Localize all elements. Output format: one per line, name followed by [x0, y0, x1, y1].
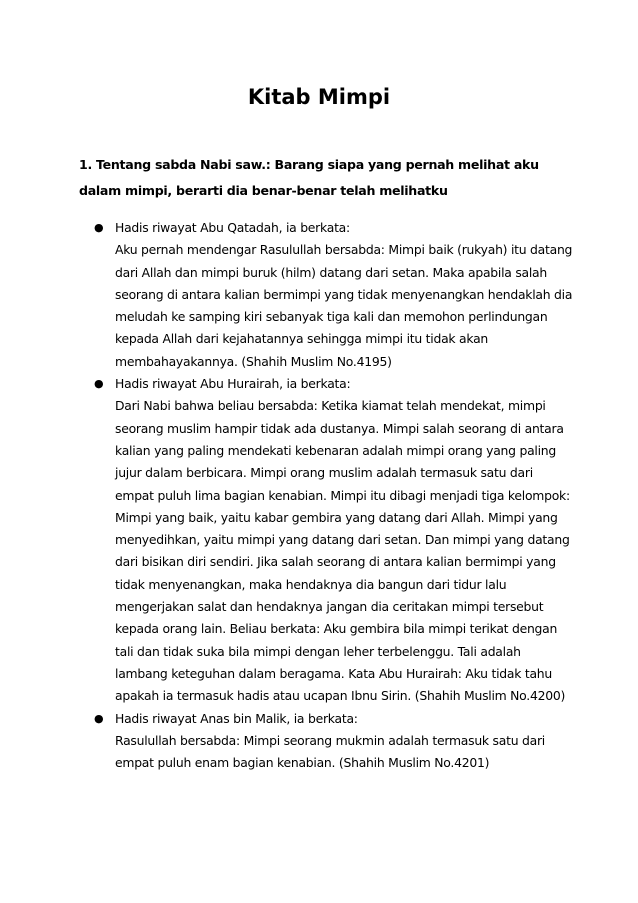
hadith-text: Dari Nabi bahwa beliau bersabda: Ketika kiamat telah mendekat, mimpi seorang muslim hampir tidak ada dustanya. Mimpi salah seorang di antara kalian yang paling mendekati kebenaran adalah mimpi orang yang paling jujur dalam berbicara. Mimpi orang muslim adalah termasuk satu dari empat puluh lima bagian kenabian. Mimpi itu dibagi menjadi tiga kelompok: Mimpi yang baik, yaitu kabar gembira yang datang dari Allah. Mimpi yang menyedihkan, yaitu mimpi yang datang dari setan. Dan mimpi yang datang dari bisikan diri sendiri. Jika salah seorang di antara kalian bermimpi yang tidak menyenangkan, maka hendaknya dia bangun dari tidur lalu mengerjakan salat dan hendaknya jangan dia ceritakan mimpi tersebut kepada orang lain. Beliau berkata: Aku gembira bila mimpi terikat dengan tali dan tidak suka bila mimpi dengan leher terbelenggu. Tali adalah lambang keteguhan dalam beragama. Kata Abu Hurairah: Aku tidak tahu apakah ia termasuk hadis atau ucapan Ibnu Sirin. (Shahih Muslim No.4200) — [115, 398, 570, 704]
document-title: Kitab Mimpi — [247, 85, 391, 109]
hadith-list — [0, 217, 638, 774]
hadith-intro: Hadis riwayat Abu Hurairah, ia berkata: — [115, 376, 351, 392]
section-heading: 1. Tentang sabda Nabi saw.: Barang siapa yang pernah melihat aku dalam mimpi, berarti dia benar-benar telah melihatku — [79, 157, 539, 198]
hadith-text: Rasulullah bersabda: Mimpi seorang mukmin adalah termasuk satu dari empat puluh enam bagian kenabian. (Shahih Muslim No.4201) — [115, 732, 545, 771]
hadith-intro: Hadis riwayat Anas bin Malik, ia berkata: — [115, 710, 358, 726]
bullet-icon: ● — [94, 221, 104, 234]
list-item — [0, 708, 575, 775]
bullet-icon: ● — [94, 377, 104, 391]
list-item — [0, 217, 575, 373]
hadith-intro: Hadis riwayat Abu Qatadah, ia berkata: — [115, 220, 350, 235]
hadith-text: Aku pernah mendengar Rasulullah bersabda: Mimpi baik (rukyah) itu datang dari Allah dan mimpi buruk (hilm) datang dari setan. Maka apabila salah seorang di antara kalian bermimpi yang tidak menyenangkan hendaklah dia meludah ke samping kiri sebanyak tiga kali dan memohon perlindungan kepada Allah dari kejahatannya sehingga mimpi itu tidak akan membahayakannya. (Shahih Muslim No.4195) — [115, 242, 573, 369]
list-item — [0, 373, 575, 707]
bullet-icon: ● — [94, 711, 104, 725]
